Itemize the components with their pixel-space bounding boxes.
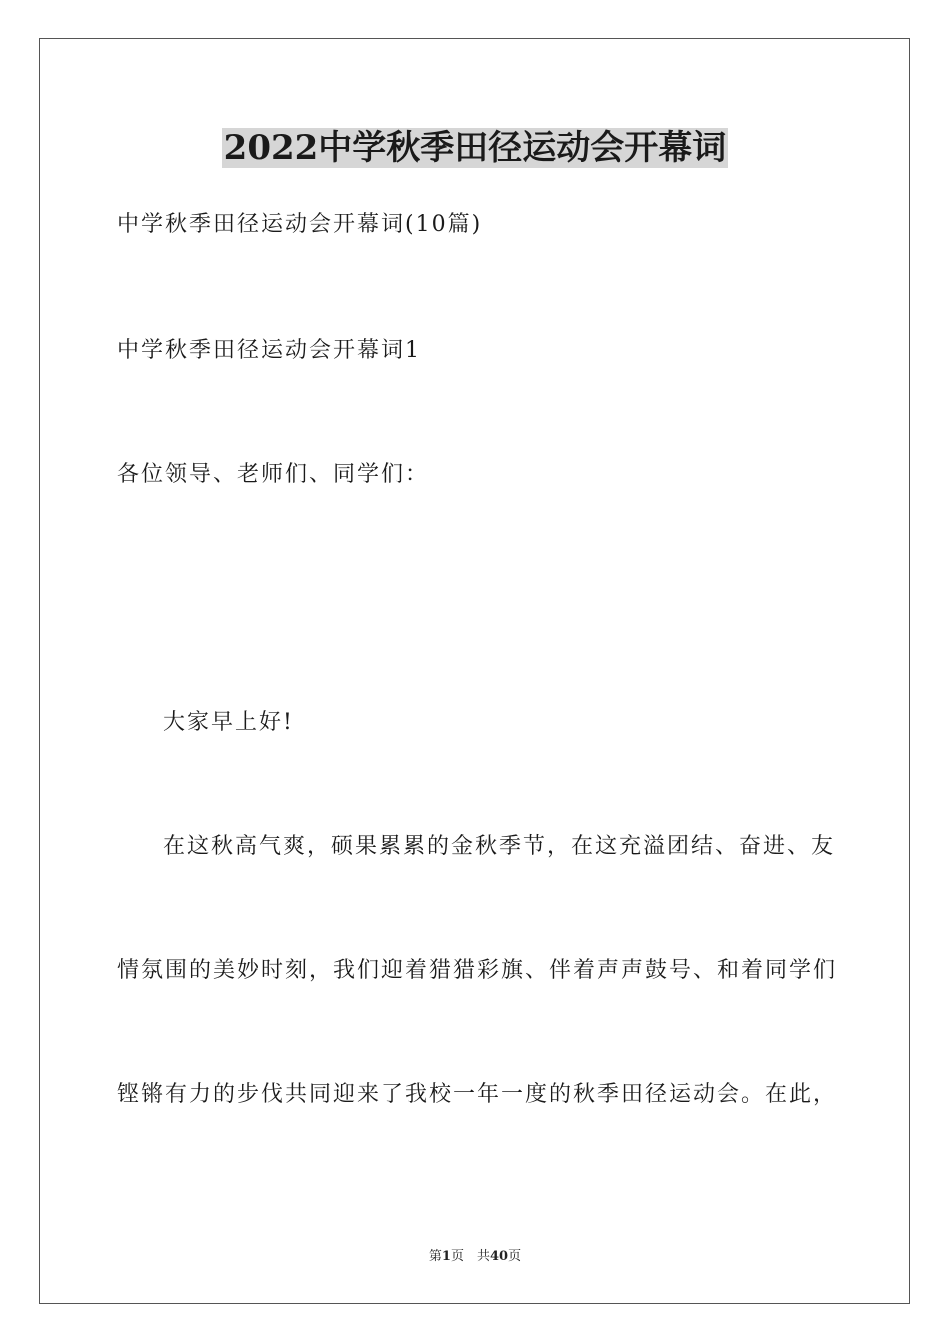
body-line-3: 铿锵有力的步伐共同迎来了我校一年一度的秋季田径运动会。在此， <box>117 1082 838 1107</box>
body-line-1: 在这秋高气爽，硕果累累的金秋季节，在这充溢团结、奋进、友 <box>163 834 836 859</box>
footer-total-pages: 40 <box>489 1249 509 1264</box>
footer-mid: 页 共 <box>450 1249 490 1264</box>
greeting: 大家早上好! <box>163 710 294 735</box>
body-line-2: 情氛围的美妙时刻，我们迎着猎猎彩旗、伴着声声鼓号、和着同学们 <box>117 958 838 983</box>
footer-prefix: 第 <box>428 1249 442 1264</box>
salutation: 各位领导、老师们、同学们： <box>117 462 430 487</box>
section-heading: 中学秋季田径运动会开幕词1 <box>117 338 421 363</box>
document-title-text: 2022中学秋季田径运动会开幕词 <box>223 128 727 168</box>
document-subtitle: 中学秋季田径运动会开幕词(10篇) <box>117 212 483 237</box>
footer-current-page: 1 <box>441 1249 451 1264</box>
footer-suffix: 页 <box>508 1249 522 1264</box>
page-footer <box>0 1248 950 1266</box>
document-title <box>0 126 950 170</box>
